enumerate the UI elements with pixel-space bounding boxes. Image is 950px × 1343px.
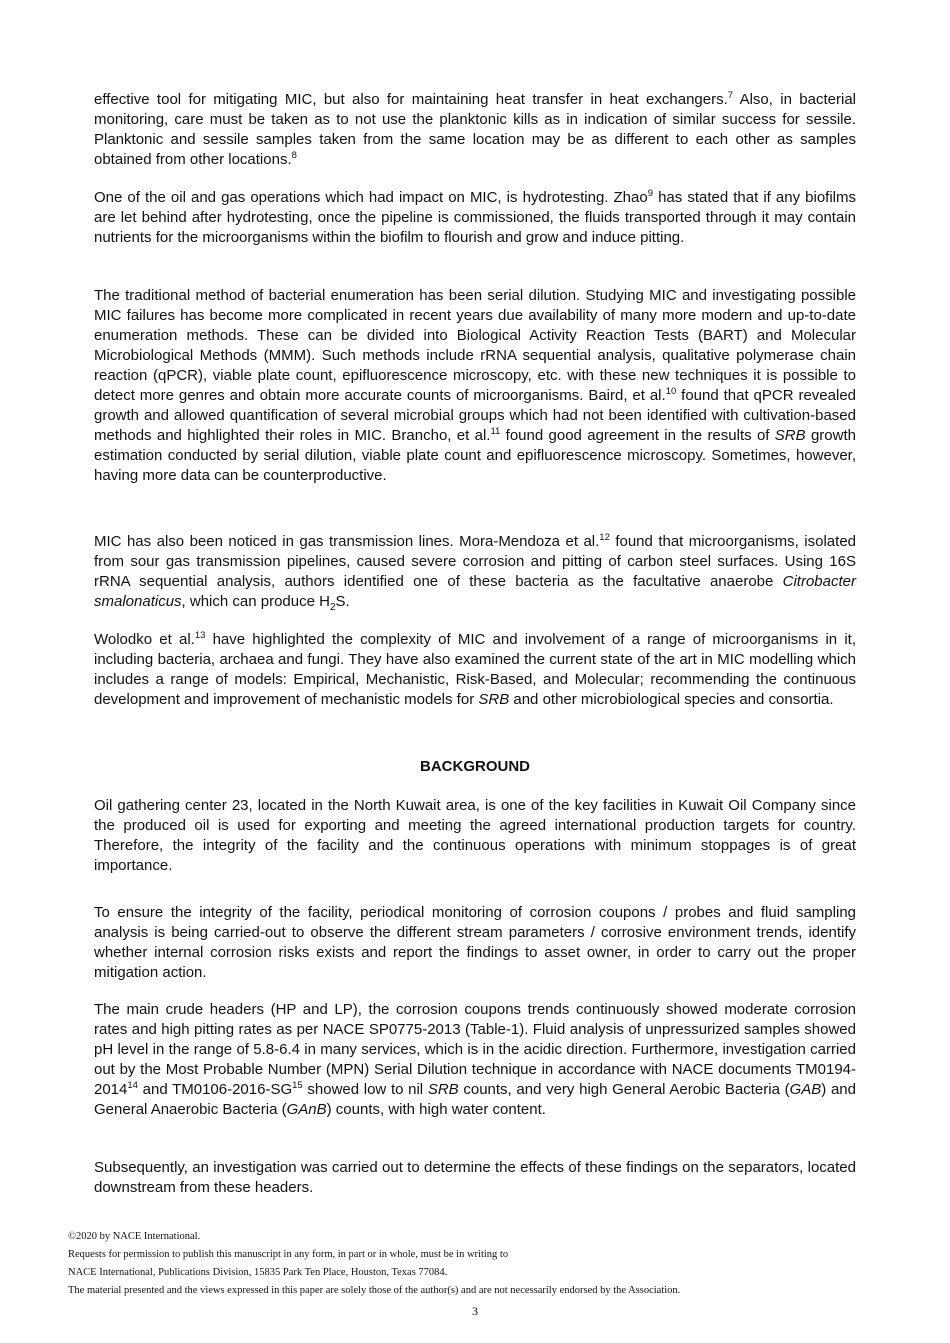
paragraph-4: MIC has also been noticed in gas transmission lines. Mora-Mendoza et al.$^{12}$ found that microorganisms, isolated from sour gas transmission pipelines, caused severe corrosion and pitting of carbon steel surfaces. Using 16S rRNA sequential analysis, authors identified one of these bacteria as the facultative anaerobe Citrobacter smalonaticus, which can produce $H_2S$. bbox=[94, 532, 856, 613]
subscript-2: 2 bbox=[329, 602, 336, 613]
paragraph-9: Subsequently, an investigation was carried out to determine the effects of these findings on the separators, located downstream from these headers. bbox=[94, 1159, 856, 1196]
citation-10: 10 bbox=[665, 386, 677, 397]
citation-15: 15 bbox=[292, 1080, 303, 1091]
citation-11: 11 bbox=[490, 426, 501, 437]
citation-7: 7 bbox=[727, 90, 734, 101]
paragraph-3: The traditional method of bacterial enumeration has been serial dilution. Studying MIC and investigating possible MIC failures has become more complicated in recent years due availability of many more modern and up-to-date enumeration methods. These can be divided into Biological Activity Reaction Tests (BART) and Molecular Microbiological Methods (MMM). Such methods include rRNA sequential analysis, qualitative polymerase chain reaction (qPCR), viable plate count, epifluorescence microscopy, etc. with these new techniques it is possible to detect more genres and obtain more accurate counts of microorganisms. Baird, et al.$^{10}$ found that qPCR revealed growth and allowed quantification of several microbial groups which had not been identified with cultivation-based methods and highlighted their roles in MIC. Brancho, et al.$^{11}$ found good agreement in the results of SRB growth estimation conducted by serial dilution, viable plate count and epifluorescence microscopy. Sometimes, however, having more data can be counterproductive. bbox=[94, 287, 857, 484]
srb-term: SRB bbox=[478, 691, 510, 708]
paragraph-1: effective tool for mitigating MIC, but also for maintaining heat transfer in heat exchangers.$^7$ Also, in bacterial monitoring, care must be taken as to not use the planktonic kills as in indication of similar success for sessile. Planktonic and sessile samples taken from the same location may be as different to each other as samples obtained from other locations.$^8$ bbox=[94, 90, 856, 168]
paragraph-5: Wolodko et al.$^{13}$ have highlighted the complexity of MIC and involvement of a range of microorganisms in it, including bacteria, archaea and fungi. They have also examined the current state of the art in MIC modelling which includes a range of models: Empirical, Mechanistic, Risk-Based, and Molecular; recommending the continuous development and improvement of mechanistic models for SRB and other microbiological species and consortia. bbox=[94, 630, 856, 708]
paragraph-7: To ensure the integrity of the facility, periodical monitoring of corrosion coupons / probes and fluid sampling analysis is being carried-out to observe the different stream parameters / corrosive environment trends, identify whether internal corrosion risks exists and report the findings to asset owner, in order to carry out the proper mitigation action. bbox=[94, 904, 856, 981]
footer-copyright: ©2020 by NACE International. bbox=[68, 1231, 201, 1242]
footer-disclaimer-line: The material presented and the views expressed in this paper are solely those of the author(s) and are not necessarily endorsed by the Association. bbox=[68, 1285, 681, 1296]
species-name: Citrobacter smalonaticus bbox=[94, 573, 856, 610]
footer bbox=[68, 1228, 868, 1300]
srb-term: SRB bbox=[774, 427, 806, 444]
page-number: 3 bbox=[472, 1304, 478, 1318]
footer-address-line: NACE International, Publications Division, 15835 Park Ten Place, Houston, Texas 77084. bbox=[68, 1267, 448, 1278]
footer-permission-line: Requests for permission to publish this manuscript in any form, in part or in whole, must be in writing to bbox=[68, 1249, 509, 1260]
citation-8: 8 bbox=[291, 150, 297, 161]
citation-14: 14 bbox=[127, 1080, 138, 1091]
gab-term: GAB bbox=[789, 1081, 822, 1098]
paragraph-2: One of the oil and gas operations which had impact on MIC, is hydrotesting. Zhao$^9$ has stated that if any biofilms are let behind after hydrotesting, once the pipeline is commissioned, the fluids transported through it may contain nutrients for the microorganisms within the biofilm to flourish and grow and induce pitting. bbox=[94, 188, 856, 246]
srb-term: SRB bbox=[427, 1081, 459, 1098]
citation-12: 12 bbox=[599, 532, 610, 543]
paragraph-6: Oil gathering center 23, located in the North Kuwait area, is one of the key facilities in Kuwait Oil Company since the produced oil is used for exporting and meeting the agreed international production targets for country. Therefore, the integrity of the facility and the continuous operations with minimum stoppages is of great importance. bbox=[94, 797, 856, 874]
section-heading-background: BACKGROUND bbox=[420, 758, 530, 775]
citation-9: 9 bbox=[647, 188, 653, 199]
paragraph-8: The main crude headers (HP and LP), the corrosion coupons trends continuously showed moderate corrosion rates and high pitting rates as per NACE SP0775-2013 (Table-1). Fluid analysis of unpressurized samples showed pH level in the range of 5.8-6.4 in many services, which is in the acidic direction. Furthermore, investigation carried out by the Most Probable Number (MPN) Serial Dilution technique in accordance with NACE documents TM0194-2014$^{14}$ and TM0106-2016-SG$^{15}$ showed low to nil SRB counts, and very high General Aerobic Bacteria (GAB) and General Anaerobic Bacteria (GAnB) counts, with high water content. bbox=[94, 1001, 856, 1118]
citation-13: 13 bbox=[194, 630, 206, 641]
ganb-term: GAnB bbox=[286, 1101, 327, 1118]
